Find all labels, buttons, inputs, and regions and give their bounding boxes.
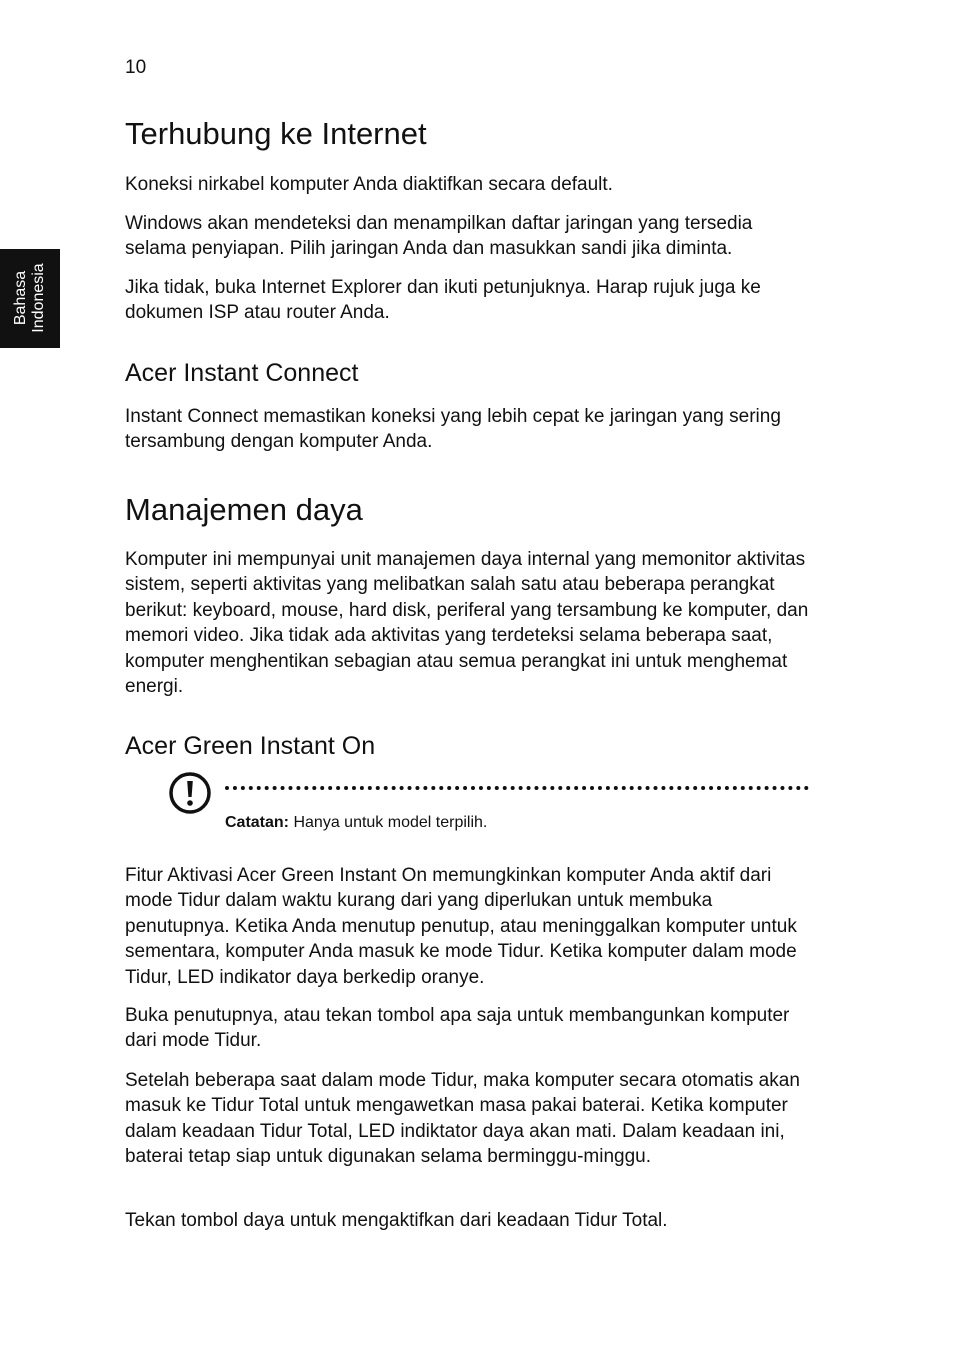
exclamation-icon [168, 771, 212, 815]
power-paragraph-1: Komputer ini mempunyai unit manajemen daya internal yang memonitor aktivitas sistem, seperti aktivitas yang melibatkan salah satu atau beberapa perangkat berikut: keyboard, mouse, hard disk, periferal yang tersambung ke komputer, dan memori video. Jika tidak ada aktivitas yang terdeteksi selama beberapa saat, komputer menghentikan sebagian atau semua perangkat ini untuk menghemat energi. [125, 549, 809, 698]
green-instant-on-paragraph-2: Buka penutupnya, atau tekan tombol apa saja untuk membangunkan komputer dari mode Tidur. [125, 1005, 790, 1052]
note-label: Catatan: [225, 814, 290, 831]
green-instant-on-paragraph-1: Fitur Aktivasi Acer Green Instant On memungkinkan komputer Anda aktif dari mode Tidur dalam waktu kurang dari yang diperlukan untuk membuka penutupnya. Ketika Anda menutup penutup, atau meninggalkan komputer untuk sementara, komputer Anda masuk ke mode Tidur. Ketika komputer dalam mode Tidur, LED indikator daya berkedip oranye. [125, 865, 797, 988]
side-tab-line-1: Bahasa [12, 270, 29, 326]
internet-paragraph-2: Windows akan mendeteksi dan menampilkan daftar jaringan yang tersedia selama penyiapan. Pilih jaringan Anda dan masukkan sandi jika diminta. [125, 213, 753, 260]
instant-connect-paragraph-1: Instant Connect memastikan koneksi yang lebih cepat ke jaringan yang sering tersambung dengan komputer Anda. [125, 406, 781, 453]
green-instant-on-paragraph-4: Tekan tombol daya untuk mengaktifkan dari keadaan Tidur Total. [125, 1210, 668, 1231]
note-box [168, 771, 818, 841]
heading-internet: Terhubung ke Internet [125, 116, 427, 151]
side-tab-line-2: Indonesia [30, 263, 47, 333]
internet-paragraph-3: Jika tidak, buka Internet Explorer dan ikuti petunjuknya. Harap rujuk juga ke dokumen ISP atau router Anda. [125, 277, 761, 324]
note-text [225, 813, 487, 833]
internet-paragraph-1: Koneksi nirkabel komputer Anda diaktifkan secara default. [125, 174, 613, 195]
green-instant-on-paragraph-3: Setelah beberapa saat dalam mode Tidur, maka komputer secara otomatis akan masuk ke Tidur Total untuk mengawetkan masa pakai baterai. Ketika komputer dalam keadaan Tidur Total, LED indiktator daya akan mati. Dalam keadaan ini, baterai tetap siap untuk digunakan selama berminggu-minggu. [125, 1070, 800, 1168]
heading-instant-connect: Acer Instant Connect [125, 359, 359, 387]
heading-power-management: Manajemen daya [125, 492, 363, 527]
language-side-tab-label [12, 263, 48, 332]
language-side-tab [0, 249, 60, 348]
heading-green-instant-on: Acer Green Instant On [125, 732, 376, 760]
note-content: Hanya untuk model terpilih. [293, 814, 488, 831]
page-number: 10 [125, 57, 147, 78]
note-dotted-divider [225, 786, 809, 790]
